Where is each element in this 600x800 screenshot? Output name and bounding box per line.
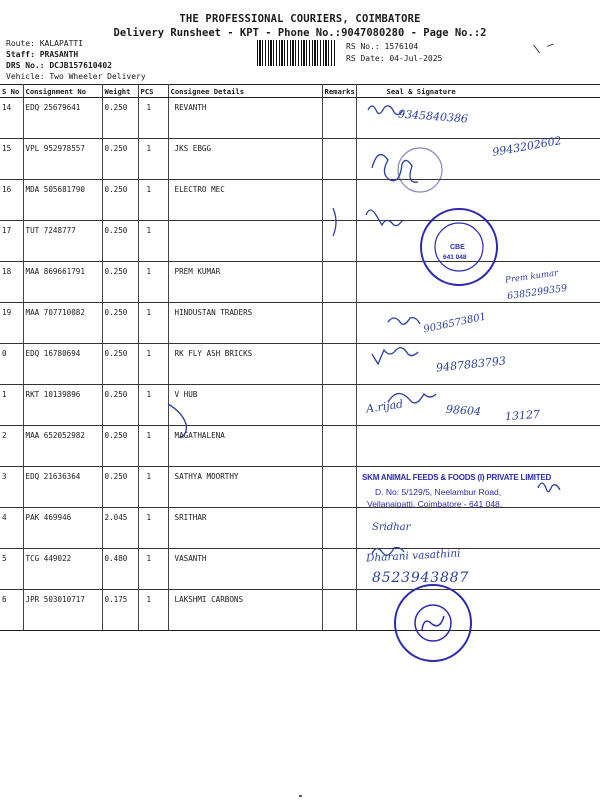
drs-number: DRS No.: DCJB157610402 (6, 61, 112, 70)
cell-weight: 0.250 (102, 139, 138, 180)
cell-sno: 1 (0, 385, 23, 426)
cell-pcs: 1 (138, 426, 168, 467)
table-row (0, 549, 600, 590)
barcode (257, 40, 335, 66)
cell-sno: 18 (0, 262, 23, 303)
cell-consignment: MDA 505681790 (23, 180, 102, 221)
cell-signature (356, 221, 600, 262)
cell-remarks (322, 426, 356, 467)
cell-sno: 15 (0, 139, 23, 180)
cell-consignment: RKT 10139896 (23, 385, 102, 426)
company-name: THE PROFESSIONAL COURIERS, COIMBATORE (179, 13, 421, 25)
cell-pcs: 1 (138, 467, 168, 508)
cell-pcs: 1 (138, 508, 168, 549)
cell-weight: 0.250 (102, 98, 138, 139)
cell-sno: 17 (0, 221, 23, 262)
cell-consignee: JKS EBGG (168, 139, 322, 180)
cell-weight: 0.250 (102, 426, 138, 467)
rs-number: RS No.: 1576104 (346, 42, 419, 51)
cell-consignee: RK FLY ASH BRICKS (168, 344, 322, 385)
cell-remarks (322, 262, 356, 303)
cell-pcs: 1 (138, 549, 168, 590)
cell-pcs: 1 (138, 262, 168, 303)
cell-consignment: TUT 7248777 (23, 221, 102, 262)
table-row (0, 344, 600, 385)
table-row (0, 303, 600, 344)
cell-remarks (322, 303, 356, 344)
cell-consignee: REVANTH (168, 98, 322, 139)
cell-signature (356, 139, 600, 180)
cell-pcs: 1 (138, 98, 168, 139)
cell-consignment: MAA 707710082 (23, 303, 102, 344)
cell-sno: 6 (0, 590, 23, 631)
cell-sno: 14 (0, 98, 23, 139)
cell-remarks (322, 467, 356, 508)
cell-consignee: HINDUSTAN TRADERS (168, 303, 322, 344)
cell-weight: 0.175 (102, 590, 138, 631)
col-header: Weight (102, 85, 138, 98)
cell-consignment: JPR 503010717 (23, 590, 102, 631)
cell-sno: 4 (0, 508, 23, 549)
page-mark (299, 795, 302, 797)
table-header-row (0, 85, 600, 98)
col-header: PCS (138, 85, 168, 98)
cell-consignee: V HUB (168, 385, 322, 426)
cell-sno: 16 (0, 180, 23, 221)
cell-remarks (322, 180, 356, 221)
phone-handwriting: 9345840386 (397, 107, 469, 126)
cell-pcs: 1 (138, 590, 168, 631)
table-row (0, 262, 600, 303)
runsheet-title: Delivery Runsheet - KPT - Phone No.:9047080280 - Page No.:2 (113, 27, 487, 39)
cell-remarks (322, 139, 356, 180)
cell-sno: 5 (0, 549, 23, 590)
table-row (0, 98, 600, 139)
cell-consignment: TCG 449022 (23, 549, 102, 590)
table-row (0, 139, 600, 180)
cell-sno: 19 (0, 303, 23, 344)
cell-signature (356, 98, 600, 139)
cell-consignee: SRITHAR (168, 508, 322, 549)
cell-pcs: 1 (138, 385, 168, 426)
cell-consignment: PAK 469946 (23, 508, 102, 549)
cell-consignment: MAA 869661791 (23, 262, 102, 303)
staff-label: Staff: PRASANTH (6, 50, 79, 59)
cell-signature (356, 262, 600, 303)
cell-signature (356, 303, 600, 344)
delivery-table (0, 84, 600, 631)
cell-consignee: MAGATHALENA (168, 426, 322, 467)
rs-info (346, 41, 442, 65)
cell-signature (356, 426, 600, 467)
cell-weight: 0.250 (102, 180, 138, 221)
cell-weight: 0.250 (102, 344, 138, 385)
cell-consignee: ELECTRO MEC (168, 180, 322, 221)
table-row (0, 426, 600, 467)
runsheet-info (6, 38, 146, 82)
cbe-stamp-code: CBE (450, 244, 465, 251)
skm-stamp-address: D. No: 5/129/5, Neelambur Road, (375, 487, 502, 497)
table-row (0, 180, 600, 221)
skm-stamp-name: SKM ANIMAL FEEDS & FOODS (I) PRIVATE LIMITED (362, 473, 552, 482)
cell-remarks (322, 508, 356, 549)
cell-weight: 0.250 (102, 385, 138, 426)
route-label: Route: KALAPATTI (6, 39, 84, 48)
col-header: Consignment No (23, 85, 102, 98)
cell-signature (356, 508, 600, 549)
vehicle-label: Vehicle: Two Wheeler Delivery (6, 72, 146, 81)
number-handwriting: 13127 (504, 407, 541, 424)
col-header: S No (0, 85, 23, 98)
cell-sno: 3 (0, 467, 23, 508)
cell-remarks (322, 590, 356, 631)
cell-pcs: 1 (138, 344, 168, 385)
cell-signature (356, 467, 600, 508)
cbe-stamp-pin: 641 048 (443, 254, 467, 261)
cell-signature (356, 590, 600, 631)
name-handwriting: Prem kumar (504, 268, 559, 286)
cell-weight: 2.045 (102, 508, 138, 549)
cell-signature (356, 549, 600, 590)
cell-weight: 0.480 (102, 549, 138, 590)
cell-remarks (322, 221, 356, 262)
cell-remarks (322, 385, 356, 426)
table-row (0, 467, 600, 508)
cell-consignee (168, 221, 322, 262)
col-header: Consignee Details (168, 85, 322, 98)
cell-sno: 0 (0, 344, 23, 385)
cell-weight: 0.250 (102, 303, 138, 344)
phone-handwriting: 6385299359 (506, 282, 568, 303)
cell-consignment: MAA 652052982 (23, 426, 102, 467)
pen-mark: ∖ — (530, 36, 556, 58)
cell-pcs: 1 (138, 180, 168, 221)
cell-remarks (322, 98, 356, 139)
name-handwriting: Dharani vasathini (365, 547, 461, 565)
phone-handwriting: 8523943887 (372, 570, 470, 586)
cell-consignee: VASANTH (168, 549, 322, 590)
number-handwriting: 98604 (445, 402, 482, 419)
cell-weight: 0.250 (102, 467, 138, 508)
col-header: Seal & Signature (356, 85, 600, 98)
cell-pcs: 1 (138, 139, 168, 180)
cell-remarks (322, 344, 356, 385)
name-handwriting: A.rijad (365, 397, 404, 416)
table-row (0, 508, 600, 549)
cell-weight: 0.250 (102, 262, 138, 303)
table-row (0, 590, 600, 631)
cell-weight: 0.250 (102, 221, 138, 262)
cell-sno: 2 (0, 426, 23, 467)
cell-consignment: EDQ 16780694 (23, 344, 102, 385)
cell-signature (356, 180, 600, 221)
rs-date: RS Date: 04-Jul-2025 (346, 54, 443, 63)
table-row (0, 221, 600, 262)
cell-consignee: PREM KUMAR (168, 262, 322, 303)
cell-consignee: SATHYA MOORTHY (168, 467, 322, 508)
col-header: Remarks (322, 85, 356, 98)
cell-remarks (322, 549, 356, 590)
cell-signature (356, 385, 600, 426)
cell-consignment: EDQ 21636364 (23, 467, 102, 508)
cell-pcs: 1 (138, 221, 168, 262)
phone-handwriting: 9487883793 (435, 354, 507, 375)
phone-handwriting: 9943202602 (491, 134, 563, 159)
cell-consignee: LAKSHMI CARBONS (168, 590, 322, 631)
cell-signature (356, 344, 600, 385)
cell-consignment: VPL 952978557 (23, 139, 102, 180)
skm-stamp-address: Vellanaipatti, Coimbatore - 641 048. (367, 499, 503, 509)
table-row (0, 385, 600, 426)
cell-consignment: EDQ 25679641 (23, 98, 102, 139)
phone-handwriting: 9036573801 (422, 311, 488, 336)
cell-pcs: 1 (138, 303, 168, 344)
name-handwriting: Sridhar (372, 522, 411, 533)
